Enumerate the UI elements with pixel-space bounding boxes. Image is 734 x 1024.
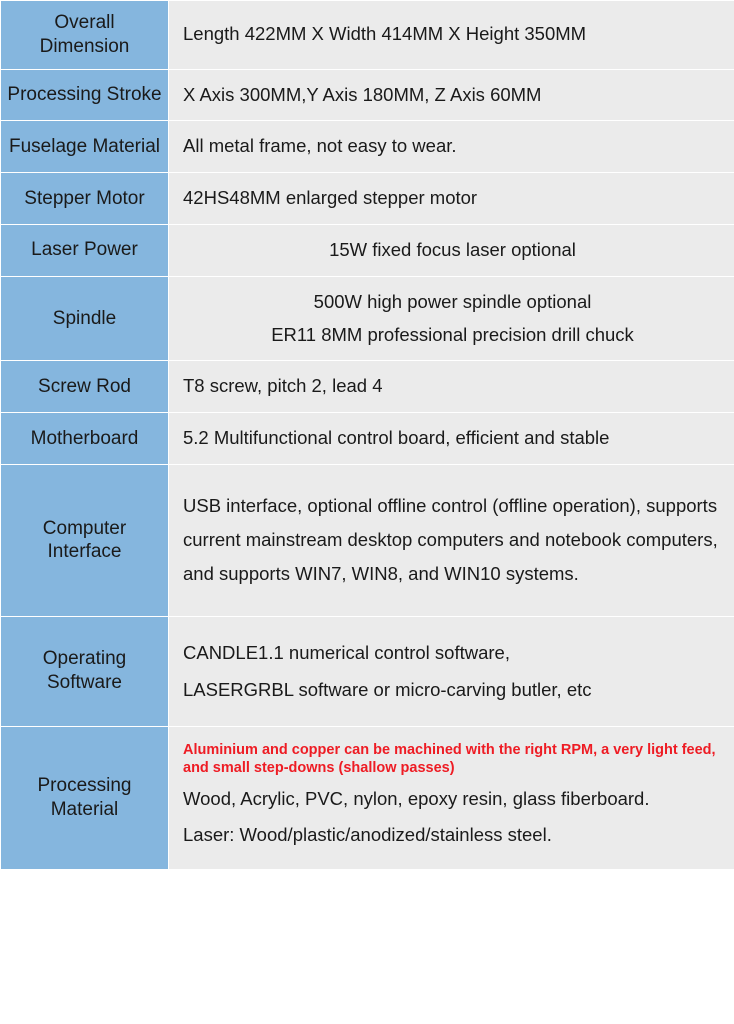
row-label-spindle (1, 276, 169, 361)
row-value-computer-interface (169, 465, 734, 617)
row-value-spindle (169, 276, 734, 361)
row-value-motherboard (169, 413, 734, 465)
value-line: X Axis 300MM,Y Axis 180MM, Z Axis 60MM (183, 83, 542, 105)
row-label-motherboard (1, 413, 169, 465)
label-line: Motherboard (30, 427, 139, 449)
table-row (1, 173, 734, 225)
row-label-laser-power (1, 224, 169, 276)
row-label-overall-dimension (1, 1, 169, 70)
row-label-computer-interface (1, 465, 169, 617)
value-line: ER11 8MM professional precision drill chuck (271, 323, 634, 345)
row-value-operating-software (169, 616, 734, 726)
value-line: Length 422MM X Width 414MM X Height 350MM (183, 23, 587, 45)
warning-note: Aluminium and copper can be machined with the right RPM, a very light feed, and small step-downs (shallow passes) (183, 741, 716, 777)
row-value-processing-stroke (169, 69, 734, 121)
value-line: CANDLE1.1 numerical control software, (183, 641, 510, 663)
label-line: Material (50, 798, 119, 820)
value-line: T8 screw, pitch 2, lead 4 (183, 375, 383, 397)
label-line: Software (47, 672, 122, 694)
row-value-stepper-motor (169, 173, 734, 225)
label-line: Interface (47, 541, 122, 563)
row-value-laser-power (169, 224, 734, 276)
value-line: 500W high power spindle optional (313, 290, 592, 312)
value-line: 42HS48MM enlarged stepper motor (183, 187, 478, 209)
value-line: 15W fixed focus laser optional (329, 238, 576, 260)
table-row (1, 1, 734, 70)
label-line: Material (92, 135, 161, 157)
row-label-operating-software (1, 616, 169, 726)
table-row (1, 616, 734, 726)
label-line: Processing (37, 775, 132, 797)
label-line: Fuselage (8, 135, 88, 157)
label-line: Laser Power (31, 239, 138, 261)
row-label-screw-rod (1, 361, 169, 413)
label-line: Stepper Motor (24, 187, 145, 209)
row-value-overall-dimension (169, 1, 734, 70)
label-line: Dimension (39, 35, 130, 57)
row-label-processing-stroke (1, 69, 169, 121)
value-line: Laser: Wood/plastic/anodized/stainless steel. (183, 823, 552, 845)
value-line: LASERGRBL software or micro-carving butler, etc (183, 679, 592, 701)
table-row (1, 413, 734, 465)
table-row (1, 465, 734, 617)
value-line: USB interface, optional offline control (offline operation), supports current mainstream desktop computers and notebook computers, and supports WIN7, WIN8, and WIN10 systems. (183, 495, 718, 585)
table-row (1, 224, 734, 276)
value-line: All metal frame, not easy to wear. (183, 135, 457, 157)
table-row (1, 726, 734, 870)
table-row (1, 69, 734, 121)
label-line: Processing (7, 84, 102, 106)
row-value-fuselage-material (169, 121, 734, 173)
row-value-screw-rod (169, 361, 734, 413)
label-line: Stroke (106, 84, 162, 106)
row-value-processing-material (169, 726, 734, 870)
table-row (1, 276, 734, 361)
label-line: Spindle (52, 307, 117, 329)
label-line: Screw Rod (38, 375, 131, 397)
value-line: 5.2 Multifunctional control board, efficient and stable (183, 427, 610, 449)
table-row (1, 361, 734, 413)
label-line: Operating (42, 648, 127, 670)
table-row (1, 121, 734, 173)
row-label-processing-material (1, 726, 169, 870)
row-label-fuselage-material (1, 121, 169, 173)
label-line: Overall (54, 12, 115, 33)
label-line: Computer (42, 517, 127, 539)
value-line: Wood, Acrylic, PVC, nylon, epoxy resin, glass fiberboard. (183, 788, 650, 810)
row-label-stepper-motor (1, 173, 169, 225)
